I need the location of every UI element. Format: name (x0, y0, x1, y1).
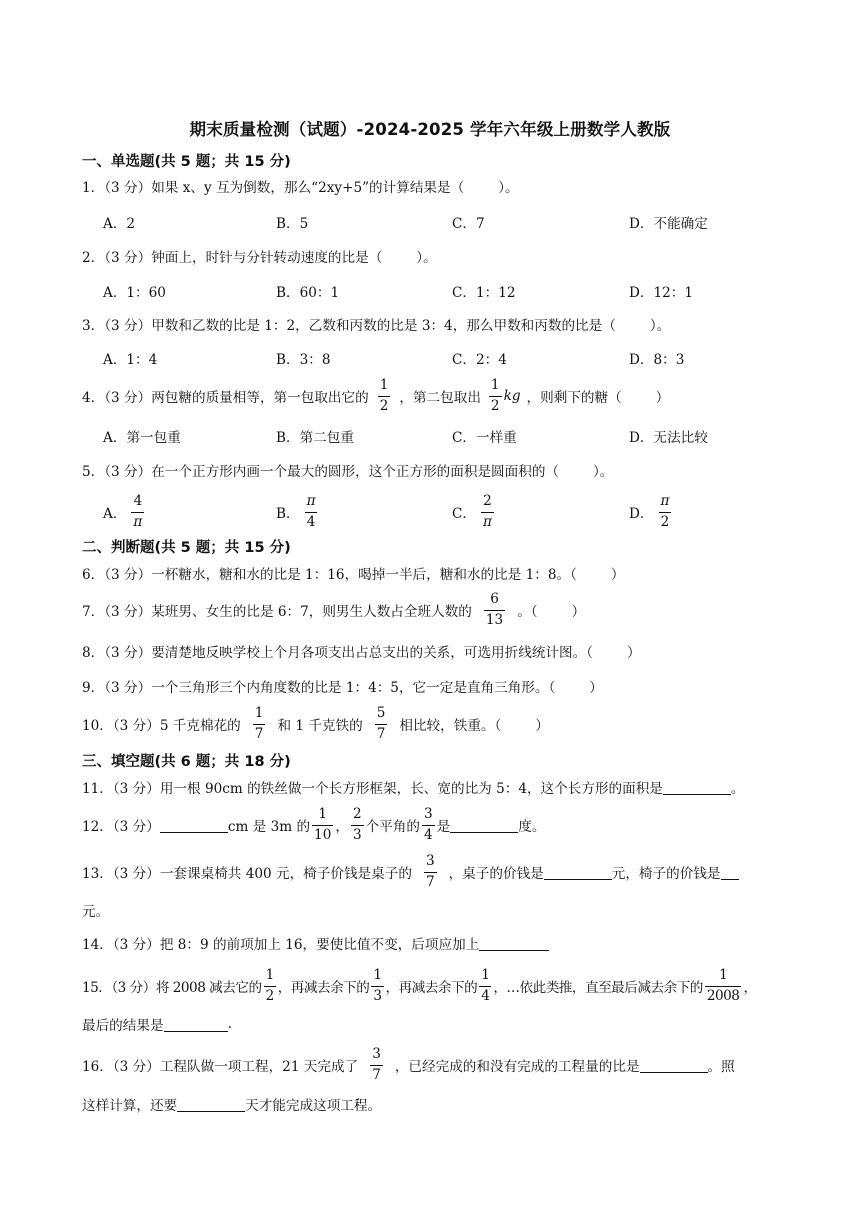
question-3 (82, 314, 670, 334)
question-12 (82, 805, 546, 843)
question-text: 16．（3 分）工程队做一项工程，21 天完成了 (82, 1059, 359, 1075)
option-d: D．12：1 (629, 285, 694, 301)
fraction: $\frac{1}{2}$ (379, 376, 389, 414)
question-text: ， (335, 819, 349, 835)
fraction: $\frac{5}{7}$ (376, 704, 386, 742)
option-a: A．1：4 (103, 352, 158, 368)
option-b: B．60：1 (276, 285, 340, 301)
option-b: B． $\frac{\pi}{4}$ (276, 492, 316, 530)
question-text: 1．（3 分）如果 x、y 互为倒数，那么“2xy+5”的计算结果是（ (82, 180, 465, 196)
question-14 (82, 933, 549, 953)
option-a: A．2 (103, 216, 136, 232)
question-text: 14．（3 分）把 8：9 的前项加上 16，要使比值不变，后项应加上 (82, 937, 480, 953)
option-d: D． $\frac{\pi}{2}$ (629, 492, 670, 530)
question-text: 11．（3 分）用一根 90cm 的铁丝做一个长方形框架，长、宽的比为 5：4，这个长方形的面积是 (82, 781, 663, 797)
option-b: B．第二包重 (276, 430, 354, 446)
question-text: ， (743, 980, 757, 996)
answer-blank[interactable] (160, 818, 228, 833)
option-b: B．5 (276, 216, 309, 232)
question-text: 。（ (517, 604, 538, 620)
question-text: 4．（3 分）两包糖的质量相等，第一包取出它的 (82, 390, 369, 406)
answer-blank[interactable] (479, 936, 549, 951)
question-text: 个平角的 (365, 819, 420, 835)
question-end: ）。 (593, 464, 614, 480)
question-text: 5．（3 分）在一个正方形内画一个最大的圆形，这个正方形的面积是圆面积的（ (82, 464, 560, 480)
question-text: 7．（3 分）某班男、女生的比是 6：7，则男生人数占全班人数的 (82, 604, 472, 620)
option-b: B．3：8 (276, 352, 331, 368)
fraction: $\frac{3}{4}$ (423, 805, 433, 843)
fraction: $\frac{\pi}{4}$ (306, 492, 316, 530)
question-text: 和 1 千克铁的 (277, 718, 363, 734)
question-text: 10．（3 分）5 千克棉花的 (82, 718, 241, 734)
answer-blank[interactable] (721, 865, 739, 880)
fraction: $\frac{4}{\pi}$ (133, 492, 143, 530)
question-text: 相比较，铁重。（ (399, 718, 502, 734)
question-text: ，已经完成的和没有完成的工程量的比是 (394, 1059, 640, 1075)
page-title: 期末质量检测（试题）-2024-2025 学年六年级上册数学人教版 (189, 120, 671, 139)
question-10 (82, 704, 549, 742)
question-text: 13．（3 分）一套课桌椅共 400 元，椅子价钱是桌子的 (82, 866, 412, 882)
question-9 (82, 676, 603, 696)
fraction: $\frac{6}{13}$ (485, 590, 504, 628)
answer-blank[interactable] (544, 865, 612, 880)
answer-blank[interactable] (164, 1017, 228, 1032)
fraction: $\frac{1}{10}$ (314, 805, 332, 843)
fraction: $\frac{2}{3}$ (352, 805, 362, 843)
question-text: 8．（3 分）要清楚地反映学校上个月各项支出占总支出的关系，可选用折线统计图。（ (82, 645, 593, 661)
option-a: A．1：60 (103, 285, 166, 301)
question-text: ，桌子的价钱是 (448, 866, 544, 882)
question-end: ） (627, 645, 641, 661)
fraction: $\frac{2}{\pi}$ (483, 492, 492, 530)
question-text: ，再减去余下的 (385, 980, 478, 996)
fraction: $\frac{1}{2008}$ (706, 966, 740, 1004)
option-c: C．1：12 (452, 285, 516, 301)
question-text: 2．（3 分）钟面上，时针与分针转动速度的比是（ (82, 250, 383, 266)
question-13-line-2 (82, 900, 109, 920)
question-text: 元，椅子的价钱是 (611, 866, 721, 882)
question-end: ） (655, 390, 670, 406)
question-text: ，第二包取出 (399, 390, 481, 406)
question-4 (82, 376, 670, 414)
option-d: D．8：3 (629, 352, 685, 368)
question-text: cm 是 3m 的 (227, 819, 311, 835)
section-heading-true-false: 二、判断题(共 5 题；共 15 分) (82, 540, 291, 556)
question-end: ）。 (649, 318, 671, 334)
question-end: . (227, 1016, 232, 1032)
option-d: D．无法比较 (629, 430, 708, 446)
question-text: 天才能完成这项工程。 (245, 1098, 382, 1114)
fraction: $\frac{1}{2}$ (490, 376, 500, 414)
option-c: C．一样重 (452, 430, 517, 446)
question-15 (82, 966, 757, 1004)
option-a: A．第一包重 (103, 430, 181, 446)
section-heading-fill-blank: 三、填空题(共 6 题；共 18 分) (82, 754, 291, 770)
fraction: $\frac{1}{2}$ (265, 966, 274, 1004)
fraction: $\frac{3}{7}$ (372, 1045, 381, 1083)
answer-blank[interactable] (450, 818, 518, 833)
section-heading-single-choice: 一、单选题(共 5 题；共 15 分) (82, 154, 291, 170)
question-end: ） (535, 718, 549, 734)
fraction: $\frac{1}{3}$ (373, 966, 382, 1004)
question-text: 6．（3 分）一杯糖水，糖和水的比是 1：16，喝掉一半后，糖和水的比是 1：8。（ (82, 567, 577, 583)
question-16-line-2 (82, 1094, 381, 1114)
question-end: ）。 (498, 180, 519, 196)
question-end: 度。 (518, 819, 546, 835)
option-d: D．不能确定 (629, 216, 708, 232)
question-end: 。 (730, 781, 745, 797)
question-text: ，再减去余下的 (277, 980, 370, 996)
question-end: ） (571, 604, 586, 620)
question-6 (82, 563, 625, 583)
question-text: 15．（3 分）将 2008 减去它的 (82, 980, 262, 996)
option-c: C．7 (452, 216, 485, 232)
question-text: 元。 (82, 904, 110, 920)
answer-blank[interactable] (640, 1058, 708, 1073)
unit-kg: kg (503, 388, 521, 404)
fraction: $\frac{1}{7}$ (254, 704, 264, 742)
answer-blank[interactable] (177, 1097, 245, 1112)
option-a: A． $\frac{4}{\pi}$ (103, 492, 143, 530)
question-15-line-2 (82, 1014, 232, 1034)
question-text: ，…依此类推，直至最后减去余下的 (493, 980, 703, 996)
question-text: 12．（3 分） (82, 819, 160, 835)
fraction: $\frac{\pi}{2}$ (660, 492, 670, 530)
question-text: 最后的结果是 (82, 1018, 164, 1034)
question-2 (82, 246, 437, 266)
question-1 (82, 176, 519, 196)
fraction: $\frac{1}{4}$ (481, 966, 490, 1004)
question-text: 9．（3 分）一个三角形三个内角度数的比是 1：4：5，它一定是直角三角形。（ (82, 680, 556, 696)
option-c: C． $\frac{2}{\pi}$ (452, 492, 492, 530)
question-end: ） (589, 680, 603, 696)
question-16 (82, 1045, 735, 1083)
question-11 (82, 777, 745, 797)
fraction: $\frac{3}{7}$ (425, 852, 435, 890)
question-text: 。照 (707, 1059, 735, 1075)
question-text: 3．（3 分）甲数和乙数的比是 1：2，乙数和丙数的比是 3：4，那么甲数和丙数的比是（ (82, 318, 616, 334)
question-text: 这样计算，还要 (82, 1098, 178, 1114)
question-13 (82, 852, 739, 890)
question-end: ）。 (416, 250, 437, 266)
question-text: 是 (436, 819, 451, 835)
question-end: ） (610, 567, 625, 583)
question-7 (82, 590, 586, 628)
question-8 (82, 641, 641, 661)
option-c: C．2：4 (452, 352, 507, 368)
question-5 (82, 460, 613, 480)
question-text: ，则剩下的糖（ (526, 390, 622, 406)
answer-blank[interactable] (663, 780, 731, 795)
